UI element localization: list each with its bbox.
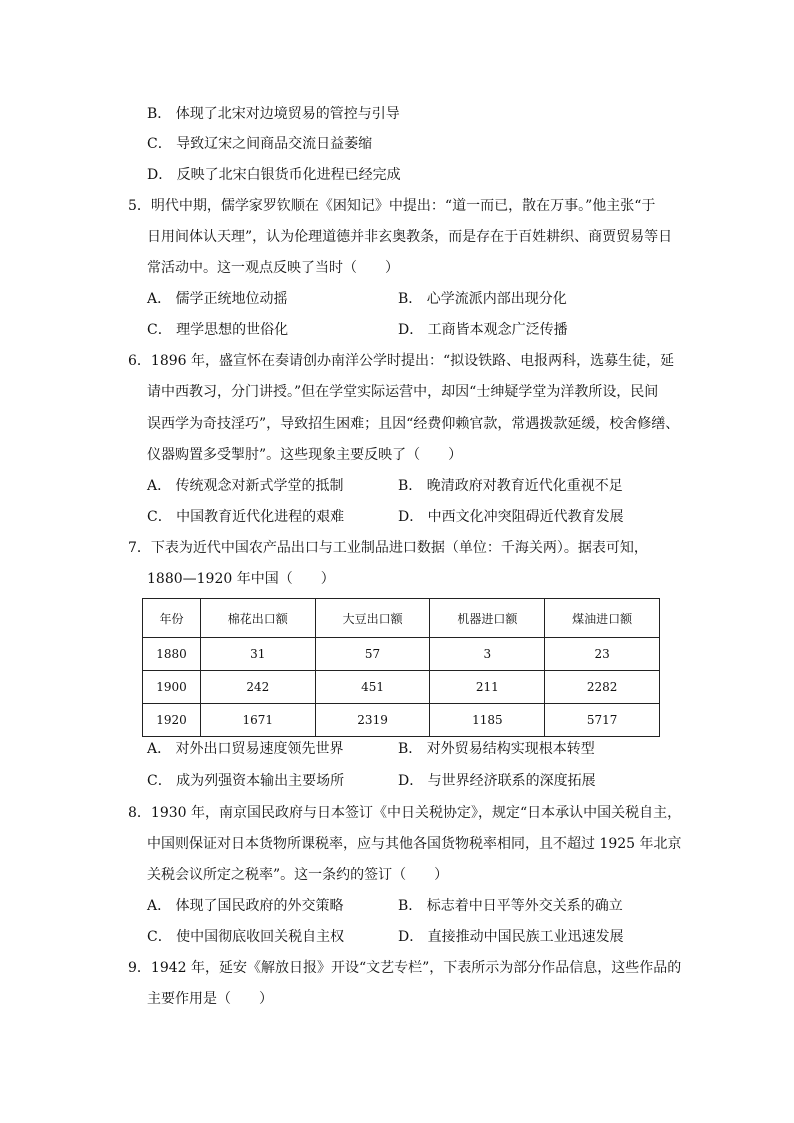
table-cell: 23 [545,638,660,671]
table-header-cell: 年份 [143,599,201,638]
q6-option-b: B． 晚清政府对教育近代化重视不足 [398,478,623,494]
table-cell: 1185 [430,704,545,737]
q6-stem-line-1: 6．1896 年，盛宣怀在奏请创办南洋公学时提出：“拟设铁路、电报两科，选募生徒，延 [128,353,675,369]
table-header-cell: 棉花出口额 [200,599,315,638]
q7-option-b: B． 对外贸易结构实现根本转型 [398,741,595,757]
q4-option-d: D． 反映了北宋白银货币化进程已经完成 [147,167,401,183]
q8-option-c: C． 使中国彻底收回关税自主权 [147,929,345,945]
q5-stem-line-2: 日用间体认天理”，认为伦理道德并非玄奥教条，而是存在于百姓耕织、商贾贸易等日 [147,229,673,245]
q5-option-d: D． 工商皆本观念广泛传播 [398,322,568,338]
q6-stem-line-2: 请中西教习，分门讲授。”但在学堂实际运营中，却因“士绅疑学堂为洋教所设，民间 [147,384,659,400]
q5-option-a: A． 儒学正统地位动摇 [147,291,288,307]
q6-stem-line-4: 仪器购置多受掣肘”。这些现象主要反映了（ ） [147,447,463,463]
table-cell: 1880 [143,638,201,671]
q7-stem-line-1: 7．下表为近代中国农产品出口与工业制品进口数据（单位：千海关两）。据表可知， [128,540,648,556]
table-cell: 3 [430,638,545,671]
table-row [143,704,660,737]
table-cell: 1671 [200,704,315,737]
table-cell: 5717 [545,704,660,737]
q4-option-b: B． 体现了北宋对边境贸易的管控与引导 [147,106,400,122]
table-cell: 242 [200,671,315,704]
q9-stem-line-1: 9．1942 年，延安《解放日报》开设“文艺专栏”，下表所示为部分作品信息，这些作品的 [128,960,682,976]
table-cell: 1900 [143,671,201,704]
q7-option-c: C． 成为列强资本输出主要场所 [147,773,345,789]
q6-option-c: C． 中国教育近代化进程的艰难 [147,509,345,525]
table-cell: 31 [200,638,315,671]
q8-option-b: B． 标志着中日平等外交关系的确立 [398,898,623,914]
q5-stem-line-1: 5．明代中期，儒学家罗钦顺在《困知记》中提出：“道一而已，散在万事。”他主张“于 [128,198,656,214]
q4-option-c: C． 导致辽宋之间商品交流日益萎缩 [147,136,373,152]
q9-stem-line-2: 主要作用是（ ） [147,991,273,1007]
table-header-row [143,599,660,638]
table-cell: 57 [315,638,430,671]
q6-option-a: A． 传统观念对新式学堂的抵制 [147,478,344,494]
q8-stem-line-1: 8．1930 年，南京国民政府与日本签订《中日关税协定》，规定“日本承认中国关税自主， [128,805,682,821]
q5-option-b: B． 心学流派内部出现分化 [398,291,567,307]
table-cell: 1920 [143,704,201,737]
table-cell: 451 [315,671,430,704]
q5-stem-line-3: 常活动中。这一观点反映了当时（ ） [147,260,399,276]
table-header-cell: 大豆出口额 [315,599,430,638]
table-row [143,638,660,671]
q7-option-d: D． 与世界经济联系的深度拓展 [398,773,596,789]
table-cell: 2319 [315,704,430,737]
table-header-cell: 煤油进口额 [545,599,660,638]
q8-stem-line-3: 关税会议所定之税率”。这一条约的签订（ ） [147,867,449,883]
q7-option-a: A． 对外出口贸易速度领先世界 [147,741,344,757]
table-header-cell: 机器进口额 [430,599,545,638]
q8-stem-line-2: 中国则保证对日本货物所课税率，应与其他各国货物税率相同，且不超过 1925 年北京 [147,836,682,852]
q6-option-d: D． 中西文化冲突阻碍近代教育发展 [398,509,624,525]
table-row [143,671,660,704]
q7-data-table [142,598,660,737]
q6-stem-line-3: 误西学为奇技淫巧”，导致招生困难；且因“经费仰赖官款，常遇拨款延缓，校舍修缮、 [147,416,680,432]
q5-option-c: C． 理学思想的世俗化 [147,322,289,338]
q8-option-d: D． 直接推动中国民族工业迅速发展 [398,929,624,945]
q7-stem-line-2: 1880—1920 年中国（ ） [147,571,335,587]
q8-option-a: A． 体现了国民政府的外交策略 [147,898,344,914]
table-cell: 2282 [545,671,660,704]
table-cell: 211 [430,671,545,704]
